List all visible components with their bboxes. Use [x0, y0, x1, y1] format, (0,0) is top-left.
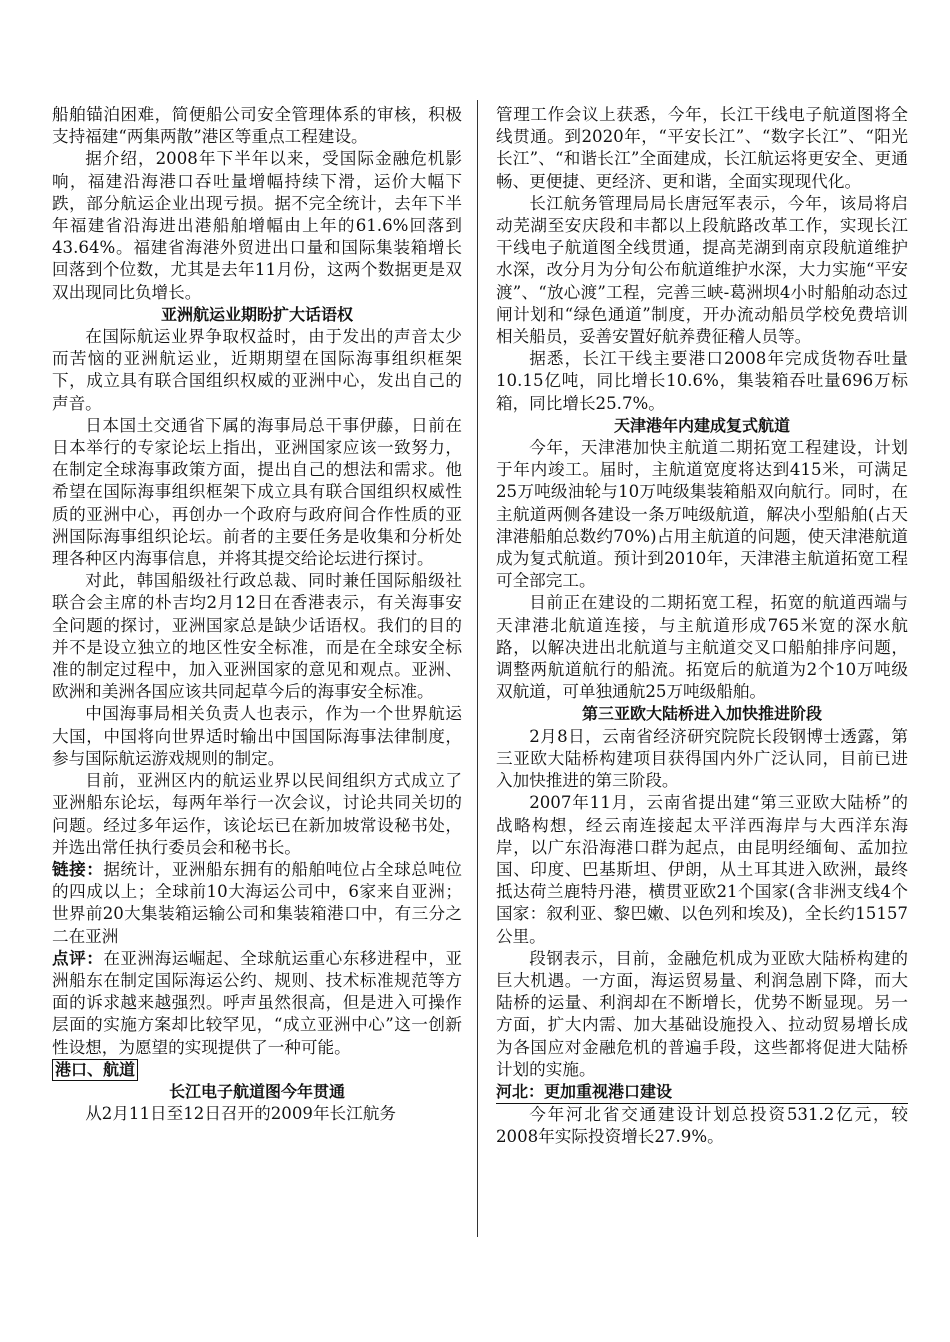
paragraph: 目前，亚洲区内的航运业界以民间组织方式成立了亚洲船东论坛，每两年举行一次会议，讨论共同关切的问题。经过多年运作，该论坛已在新加坡常设秘书处，并选出常任执行委员会和秘书长。 [52, 771, 462, 857]
paragraph: 在国际航运业界争取权益时，由于发出的声音太少而苦恼的亚洲航运业，近期期望在国际海事组织框架下，成立具有联合国组织权威的亚洲中心，发出自己的声音。 [52, 327, 462, 413]
paragraph: 据介绍，2008年下半年以来，受国际金融危机影响，福建沿海港口吞吐量增幅持续下滑，运价大幅下跌，部分航运企业出现亏损。据不完全统计，去年下半年福建省沿海进出港船舶增幅由上年的61.6%回落到43.64%。福建省海港外贸进出口量和国际集装箱增长回落到个位数，尤其是去年11月份，这两个数据更是双双出现同比负增长。 [52, 149, 462, 302]
link-text: 据统计，亚洲船东拥有的船舶吨位占全球总吨位的四成以上；全球前10大海运公司中，6家来自亚洲；世界前20大集装箱运输公司和集装箱港口中，有三分之二在亚洲 [52, 859, 463, 946]
paragraph: 目前正在建设的二期拓宽工程，拓宽的航道西端与天津港北航道连接，与主航道形成765米宽的深水航路，以解决进出北航道与主航道交叉口船舶排序问题，调整两航道航行的船流。拓宽后的航道为2个10万吨级双航道，可单独通航25万吨级船舶。 [496, 593, 908, 702]
paragraph: 日本国土交通省下属的海事局总干事伊藤，日前在日本举行的专家论坛上指出，亚洲国家应该一致努力，在制定全球海事政策方面，提出自己的想法和需求。他希望在国际海事组织框架下成立具有联合国组织权威性质的亚洲中心，再创办一个政府与政府间合作性质的亚洲国际海事组织论坛。前者的主要任务是收集和分析处理各种区内海事信息，并将其提交给论坛进行探讨。 [52, 415, 462, 569]
section-title: 港口、航道 [52, 1059, 138, 1081]
article-heading: 天津港年内建成复式航道 [613, 415, 790, 435]
paragraph: 2月8日，云南省经济研究院院长段钢博士透露，第三亚欧大陆桥构建项目获得国内外广泛认同，目前已进入加快推进的第三阶段。 [496, 726, 908, 791]
paragraph: 长江航务管理局局长唐冠军表示，今年，该局将启动芜湖至安庆段和丰都以上段航路改革工作，实现长江干线电子航道图全线贯通，提高芜湖到南京段航道维护水深，改分月为分旬公布航道维护水深，大力实施“平安渡”、“放心渡”工程，完善三峡-葛洲坝4小时船舶动态过闸计划和“绿色通道”制度，开办流动船员学校免费培训相关船员，妥善安置好航养费征稽人员等。 [496, 193, 908, 347]
section-row [52, 1059, 462, 1081]
paragraph: 2007年11月，云南省提出建“第三亚欧大陆桥”的战略构想，经云南连接起太平洋西海岸与大西洋东海岸，以广东沿海港口群为起点，由昆明经缅甸、孟加拉国、印度、巴基斯坦、伊朗，从土耳其进入欧洲，最终抵达荷兰鹿特丹港，横贯亚欧21个国家(含非洲支线4个国家：叙利亚、黎巴嫩、以色列和埃及)，全长约15157公里。 [496, 793, 908, 946]
section-title: 河北：更加重视港口建设 [496, 1081, 908, 1104]
comment-note [52, 948, 462, 1059]
column-divider [477, 100, 478, 1237]
comment-text: 在亚洲海运崛起、全球航运重心东移进程中，亚洲船东在制定国际海运公约、规则、技术标准规范等方面的诉求越来越强烈。呼声虽然很高，但是进入可操作层面的实施方案却比较罕见，“成立亚洲中心”这一创新性设想，为愿望的实现提供了一种可能。 [52, 948, 463, 1057]
link-label: 链接： [52, 859, 104, 879]
paragraph: 段钢表示，目前，金融危机成为亚欧大陆桥构建的巨大机遇。一方面，海运贸易量、利润急剧下降，而大陆桥的运量、利润却在不断增长，优势不断显现。另一方面，扩大内需、加大基础设施投入、拉动贸易增长成为各国应对金融危机的普遍手段，这些都将促进大陆桥计划的实施。 [496, 948, 908, 1079]
paragraph: 据悉，长江干线主要港口2008年完成货物吞吐量10.15亿吨，同比增长10.6%，集装箱吞吐量696万标箱，同比增长25.7%。 [496, 349, 908, 413]
left-column [52, 104, 462, 1125]
paragraph: 管理工作会议上获悉，今年，长江干线电子航道图将全线贯通。到2020年，“平安长江”、“数字长江”、“阳光长江”、“和谐长江”全面建成，长江航运将更安全、更通畅、更便捷、更经济、更和谐，全面实现现代化。 [496, 105, 908, 191]
paragraph: 从2月11日至12日召开的2009年长江航务 [85, 1104, 396, 1124]
article-heading: 第三亚欧大陆桥进入加快推进阶段 [581, 704, 822, 724]
paragraph: 中国海事局相关负责人也表示，作为一个世界航运大国，中国将向世界适时输出中国国际海事法律制度，参与国际航运游戏规则的制定。 [52, 704, 462, 768]
paragraph: 船舶锚泊困难，简便船公司安全管理体系的审核，积极支持福建“两集两散”港区等重点工程建设。 [52, 105, 462, 147]
article-heading: 长江电子航道图今年贯通 [168, 1081, 345, 1101]
paragraph: 今年，天津港加快主航道二期拓宽工程建设，计划于年内竣工。届时，主航道宽度将达到415米，可满足25万吨级油轮与10万吨级集装箱船双向航行。同时，在主航道两侧各建设一条万吨级航道，解决小型船舶(占天津港船舶总数约70%)占用主航道的问题，使天津港航道成为复式航道。预计到2010年，天津港主航道拓宽工程可全部完工。 [496, 438, 908, 591]
comment-label: 点评： [52, 948, 104, 968]
section-row [496, 1081, 908, 1104]
paragraph: 今年河北省交通建设计划总投资531.2亿元，较2008年实际投资增长27.9%。 [496, 1105, 908, 1147]
article-heading: 亚洲航运业期盼扩大话语权 [160, 304, 353, 324]
link-note [52, 859, 462, 948]
paragraph: 对此，韩国船级社行政总裁、同时兼任国际船级社联合会主席的朴吉均2月12日在香港表示，有关海事安全问题的探讨，亚洲国家总是缺少话语权。我们的目的并不是设立独立的地区性安全标准，而是在全球安全标准的制定过程中，加入亚洲国家的意见和观点。亚洲、欧洲和美洲各国应该共同起草今后的海事安全标准。 [52, 571, 462, 702]
right-column [496, 104, 908, 1149]
